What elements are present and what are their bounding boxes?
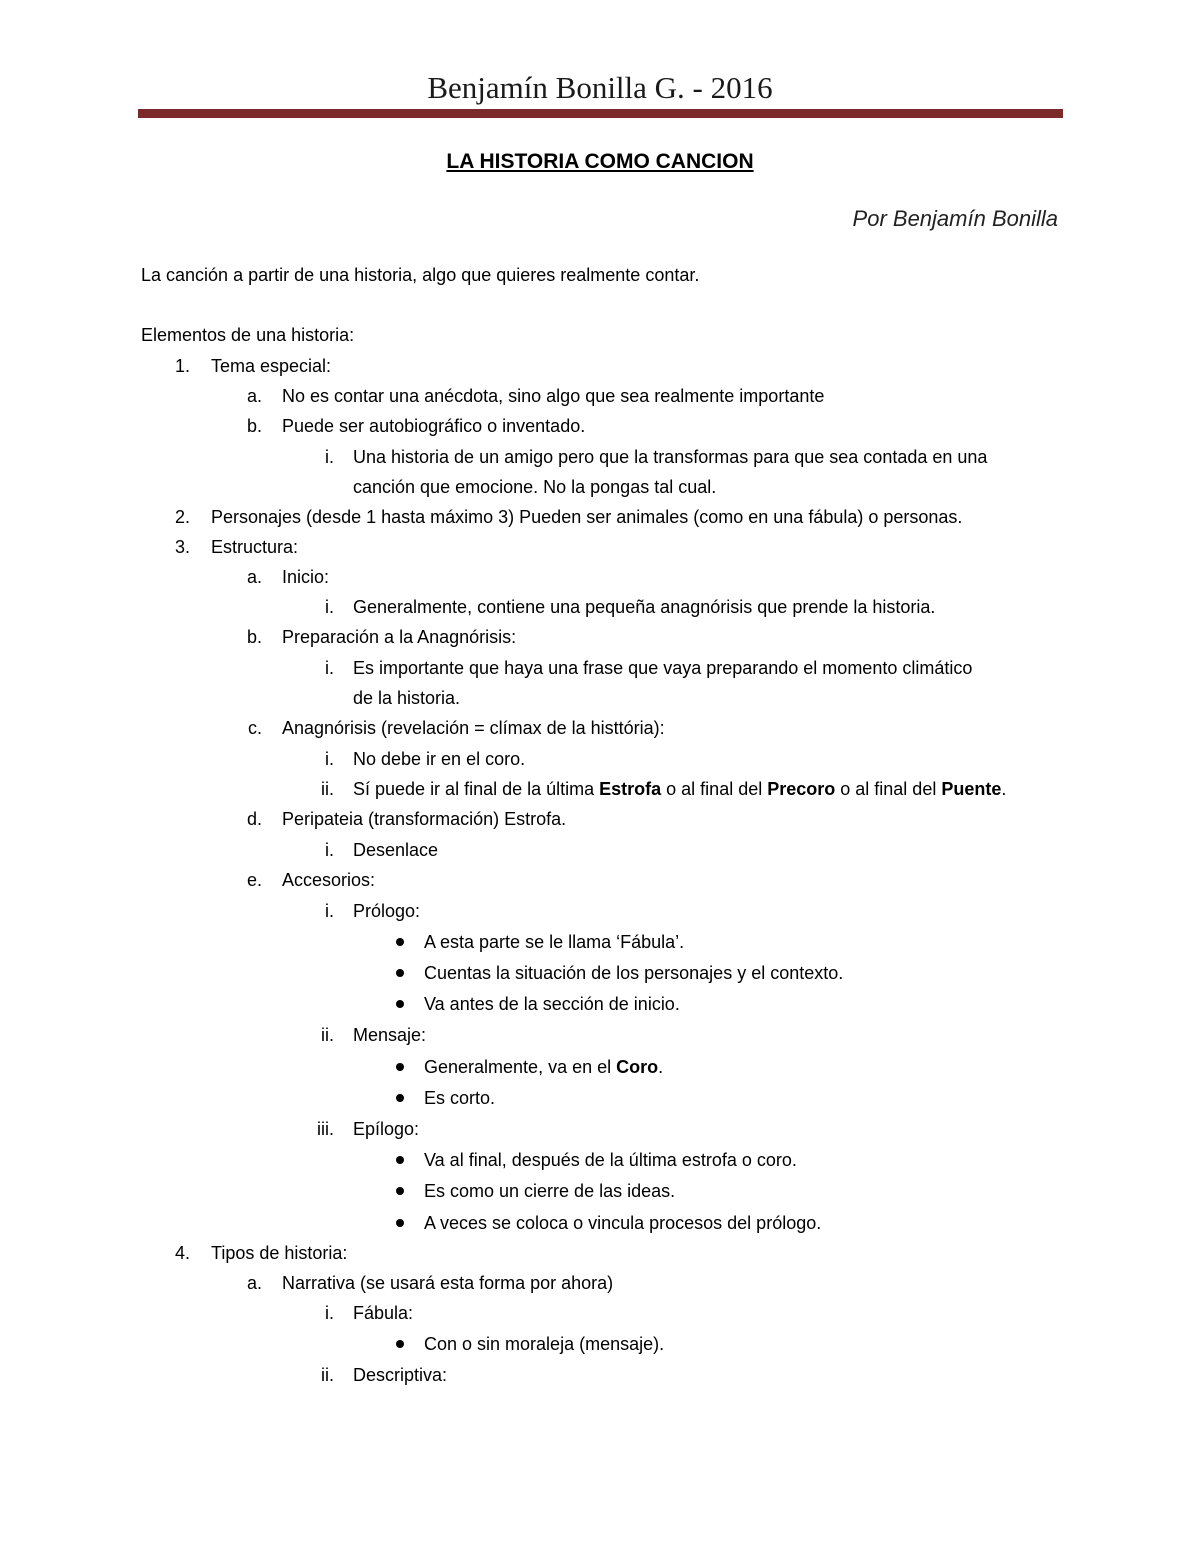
list-item: Inicio: (282, 567, 330, 587)
list-item: Desenlace (353, 840, 439, 860)
bullet-icon (396, 1000, 404, 1008)
list-marker: i. (325, 447, 334, 467)
list-item: Generalmente, contiene una pequeña anagnórisis que prende la historia. (353, 597, 936, 617)
text-run: o al final del (835, 779, 942, 799)
list-marker: i. (325, 597, 334, 617)
bullet-icon (396, 1340, 404, 1348)
bold-term-estrofa: Estrofa (599, 779, 662, 799)
list-marker: 3. (174, 537, 190, 557)
list-marker: ii. (321, 1025, 334, 1045)
list-item: Estructura: (211, 537, 299, 557)
list-item (353, 778, 1006, 800)
text-run: o al final del (661, 779, 768, 799)
list-marker: 1. (174, 356, 190, 376)
list-item: Cuentas la situación de los personajes y el contexto. (424, 963, 844, 983)
list-item: Tipos de historia: (211, 1243, 348, 1263)
list-item: Anagnórisis (revelación = clímax de la histtória): (282, 718, 665, 738)
list-marker: i. (325, 1303, 334, 1323)
list-marker: d. (246, 809, 262, 829)
list-item: Puede ser autobiográfico o inventado. (282, 416, 586, 436)
list-item: Personajes (desde 1 hasta máximo 3) Pueden ser animales (como en una fábula) o personas. (211, 507, 963, 527)
text-run: . (1001, 779, 1007, 799)
list-item: Es como un cierre de las ideas. (424, 1181, 676, 1201)
list-marker: a. (246, 1273, 262, 1293)
list-item: Con o sin moraleja (mensaje). (424, 1334, 665, 1354)
list-marker: e. (246, 870, 262, 890)
document-title: LA HISTORIA COMO CANCION (446, 150, 754, 173)
list-marker: c. (247, 718, 262, 738)
list-marker: b. (246, 416, 262, 436)
bullet-icon (396, 1187, 404, 1195)
list-item-continuation: canción que emocione. No la pongas tal cual. (353, 477, 717, 497)
list-item: Epílogo: (353, 1119, 420, 1139)
list-item: Preparación a la Anagnórisis: (282, 627, 517, 647)
text-run: Generalmente, va en el (424, 1057, 617, 1077)
text-run: . (658, 1057, 664, 1077)
list-item: No es contar una anécdota, sino algo que sea realmente importante (282, 386, 825, 406)
list-item: Tema especial: (211, 356, 332, 376)
list-item: Fábula: (353, 1303, 414, 1323)
bullet-icon (396, 1063, 404, 1071)
list-item: Es importante que haya una frase que vaya preparando el momento climático (353, 658, 973, 678)
list-item-continuation: de la historia. (353, 688, 461, 708)
header-rule (138, 109, 1063, 118)
section-heading: Elementos de una historia: (141, 325, 355, 345)
list-marker: 4. (174, 1243, 190, 1263)
list-marker: i. (325, 901, 334, 921)
list-marker: i. (325, 658, 334, 678)
bullet-icon (396, 1156, 404, 1164)
bold-term-puente: Puente (941, 779, 1002, 799)
list-marker: i. (325, 840, 334, 860)
bold-term-coro: Coro (616, 1057, 659, 1077)
list-item: Una historia de un amigo pero que la transformas para que sea contada en una (353, 447, 988, 467)
list-marker: i. (325, 749, 334, 769)
list-item: Es corto. (424, 1088, 496, 1108)
list-item: Prólogo: (353, 901, 421, 921)
list-item: Mensaje: (353, 1025, 427, 1045)
list-item (424, 1056, 663, 1078)
list-marker: iii. (317, 1119, 334, 1139)
list-marker: a. (246, 386, 262, 406)
list-marker: b. (246, 627, 262, 647)
list-item: No debe ir en el coro. (353, 749, 526, 769)
list-marker: a. (246, 567, 262, 587)
author-byline: Por Benjamín Bonilla (852, 206, 1058, 231)
bullet-icon (396, 1094, 404, 1102)
list-item: Descriptiva: (353, 1365, 448, 1385)
list-item: Peripateia (transformación) Estrofa. (282, 809, 567, 829)
text-run: Sí puede ir al final de la última (353, 779, 600, 799)
bold-term-precoro: Precoro (767, 779, 836, 799)
list-marker: ii. (321, 1365, 334, 1385)
list-item: Narrativa (se usará esta forma por ahora) (282, 1273, 614, 1293)
page-header: Benjamín Bonilla G. - 2016 (427, 70, 773, 105)
list-marker: ii. (321, 779, 334, 799)
list-item: Va antes de la sección de inicio. (424, 994, 680, 1014)
list-item: A veces se coloca o vincula procesos del prólogo. (424, 1213, 822, 1233)
list-marker: 2. (174, 507, 190, 527)
bullet-icon (396, 1219, 404, 1227)
list-item: A esta parte se le llama ‘Fábula’. (424, 932, 685, 952)
intro-paragraph: La canción a partir de una historia, algo que quieres realmente contar. (141, 265, 700, 285)
bullet-icon (396, 938, 404, 946)
list-item: Accesorios: (282, 870, 376, 890)
bullet-icon (396, 969, 404, 977)
list-item: Va al final, después de la última estrofa o coro. (424, 1150, 797, 1170)
